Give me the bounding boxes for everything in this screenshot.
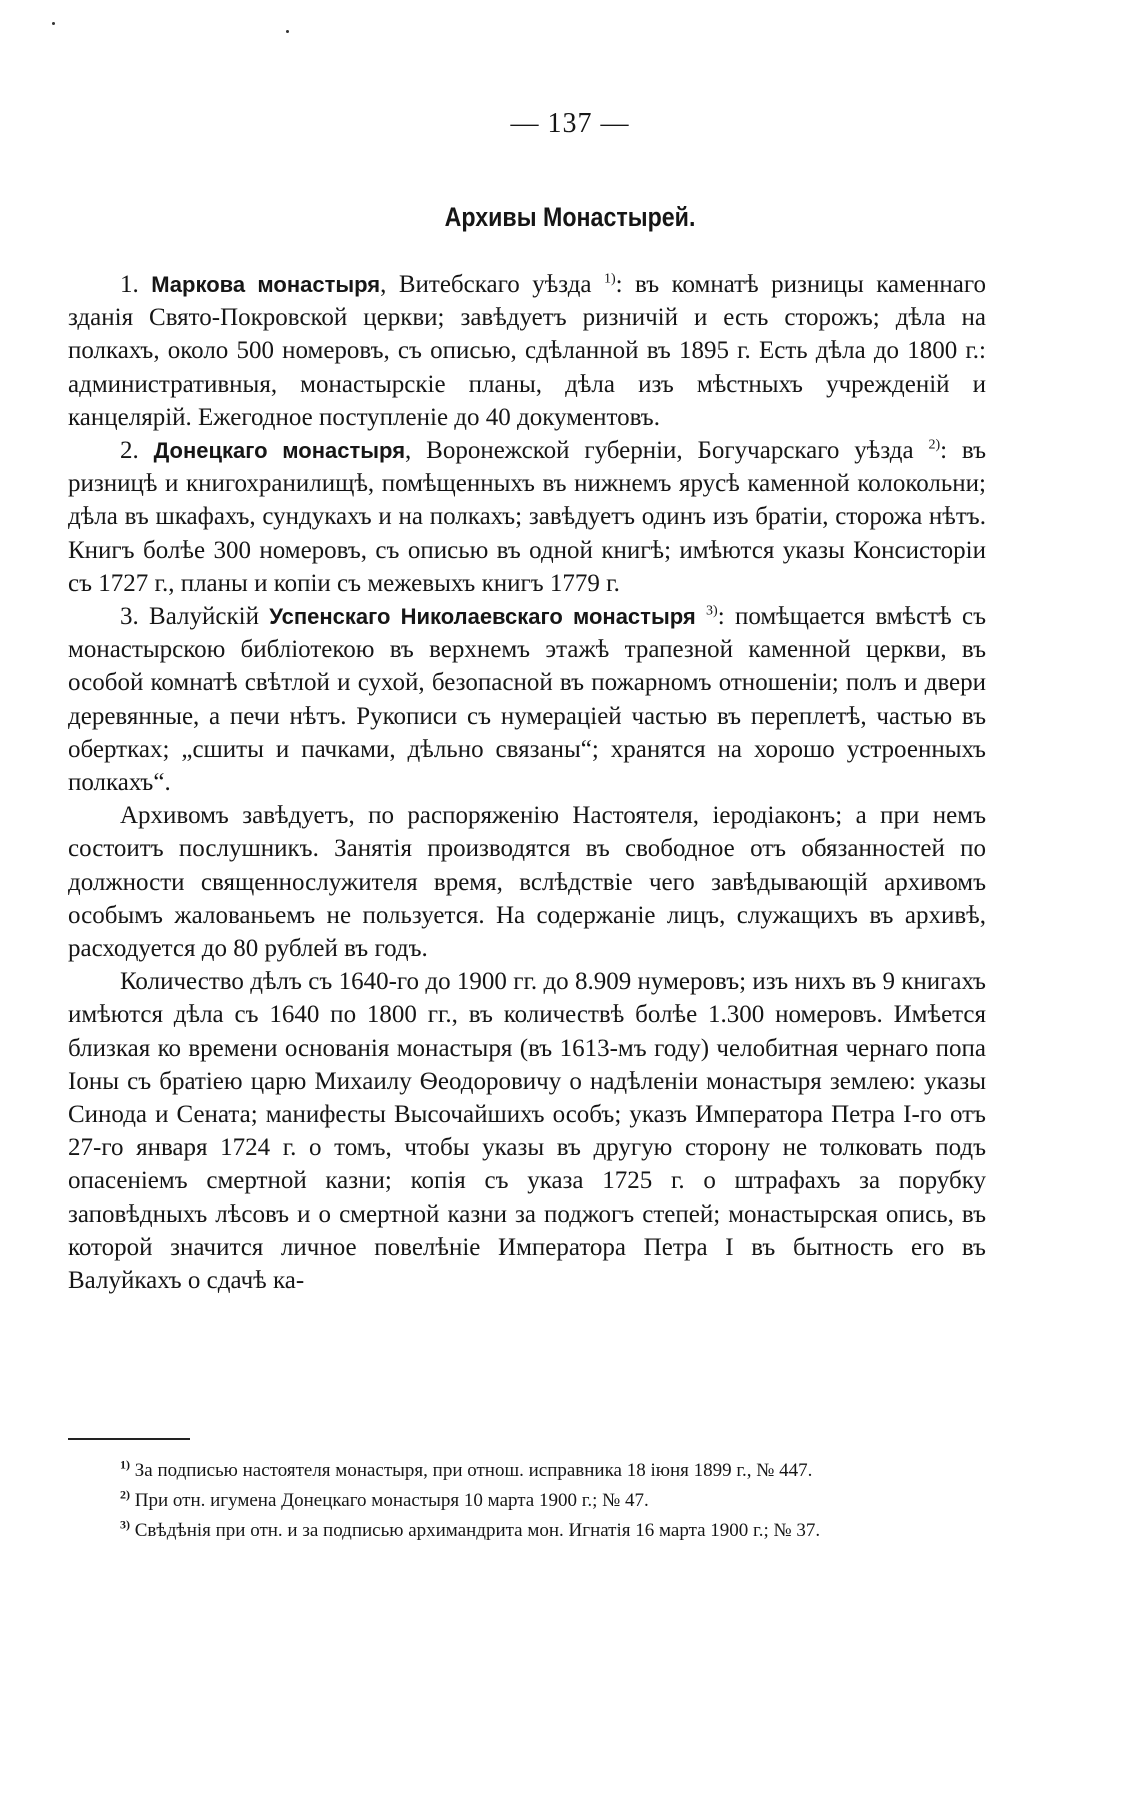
- entry-number: 2.: [120, 437, 139, 465]
- footnote-mark: 2): [120, 1487, 130, 1502]
- print-speck: [52, 22, 55, 25]
- entry-location: , Воронежской губерніи, Богучарскаго уѣзда: [405, 437, 929, 465]
- footnote-mark: 1): [120, 1457, 130, 1472]
- main-text: [68, 268, 986, 1297]
- print-speck: [286, 30, 289, 33]
- entry-location: [696, 603, 706, 630]
- entry-paragraph: [68, 600, 986, 799]
- footnote-text: Свѣдѣнія при отн. и за подписью архимандрита мон. Игнатія 16 марта 1900 г.; № 37.: [134, 1520, 821, 1541]
- body-paragraph: Архивомъ завѣдуетъ, по распоряженію Настоятеля, іеродіаконъ; а при немъ состоитъ послушникъ. Занятія производятся въ свободное отъ обязанностей по должности священнослужителя время, вслѣдствіе чего завѣдывающій архивомъ особымъ жалованьемъ не пользуется. На содержаніе лицъ, служащихъ въ архивѣ, расходуется до 80 рублей въ годъ.: [68, 802, 986, 963]
- footnote-mark: 3): [120, 1517, 130, 1532]
- body-paragraph: Количество дѣлъ съ 1640-го до 1900 гг. до 8.909 нумеровъ; изъ нихъ въ 9 книгахъ имѣются дѣла съ 1640 по 1800 гг., въ количествѣ болѣе 1.300 номеровъ. Имѣется близкая ко времени основанія монастыря (въ 1613-мъ году) челобитная чернаго попа Іоны съ братіею царю Михаилу Ѳеодоровичу о надѣленіи монастыря землею: указы Синода и Сената; манифесты Высочайшихъ особъ; указъ Императора Петра I-го отъ 27-го января 1724 г. о томъ, чтобы указы въ другую сторону не толковать подъ опасеніемъ смертной казни; копія съ указа 1725 г. о штрафахъ за порубку заповѣдныхъ лѣсовъ и о смертной казни за поджогъ степей; монастырская опись, въ которой значится личное повелѣніе Императора Петра I въ бытность его въ Валуйкахъ о сдачѣ ка-: [68, 968, 986, 1295]
- entry-paragraph: [68, 268, 986, 434]
- footnotes: [68, 1456, 986, 1546]
- footnote: [68, 1456, 986, 1486]
- entry-number: 1.: [120, 271, 139, 298]
- footnote-text: За подписью настоятеля монастыря, при отнош. исправника 18 іюня 1899 г., № 447.: [134, 1460, 813, 1481]
- entry-location: , Витебскаго уѣзда: [380, 271, 604, 298]
- footnote-divider: [68, 1438, 190, 1440]
- monastery-name: Маркова монастыря: [151, 272, 381, 297]
- footnote: [68, 1516, 986, 1546]
- entry-number: 3. Валуйскій: [120, 603, 259, 631]
- entry-text: : въ комнатѣ ризницы каменнаго зданія Свято-Покровской церкви; завѣдуетъ ризничій и есть сторожъ; дѣла на полкахъ, около 500 номеровъ, съ описью, сдѣланной въ 1895 г. Есть дѣла до 1800 г.: административныя, монастырскіе планы, дѣла изъ мѣстныхъ учрежденій и канцелярій. Ежегодное поступленіе до 40 документовъ.: [68, 271, 987, 431]
- footnote: [68, 1486, 986, 1516]
- footnote-ref: 1): [603, 271, 616, 287]
- monastery-name: Донецкаго монастыря: [153, 438, 406, 464]
- entry-paragraph: [68, 434, 986, 600]
- footnote-ref: 2): [928, 437, 941, 453]
- page-number: — 137 —: [510, 108, 630, 139]
- footnote-ref: 3): [706, 603, 718, 619]
- footnote-text: При отн. игумена Донецкаго монастыря 10 марта 1900 г.; № 47.: [134, 1490, 649, 1511]
- monastery-name: Успенскаго Николаевскаго монастыря: [269, 604, 696, 630]
- entry-text: : въ ризницѣ и книгохранилищѣ, помѣщенныхъ въ нижнемъ ярусѣ каменной колокольни; дѣла въ шкафахъ, сундукахъ и на полкахъ; завѣдуетъ одинъ изъ братіи, сторожа нѣтъ. Книгъ болѣе 300 номеровъ, съ описью въ одной книгѣ; имѣются указы Консисторіи съ 1727 г., планы и копіи съ межевыхъ книгъ 1779 г.: [68, 437, 987, 597]
- entry-text: : помѣщается вмѣстѣ съ монастырскою библіотекою въ верхнемъ этажѣ трапезной каменной церкви, въ особой комнатѣ свѣтлой и сухой, безопасной въ пожарномъ отношеніи; полъ и двери деревянные, а печи нѣтъ. Рукописи съ нумераціей частью въ переплетѣ, частью въ обертках; „сшиты и пачками, дѣльно связаны“; хранятся на хорошо устроенныхъ полкахъ“.: [68, 603, 987, 797]
- page-title: Архивы Монастырей.: [444, 202, 696, 232]
